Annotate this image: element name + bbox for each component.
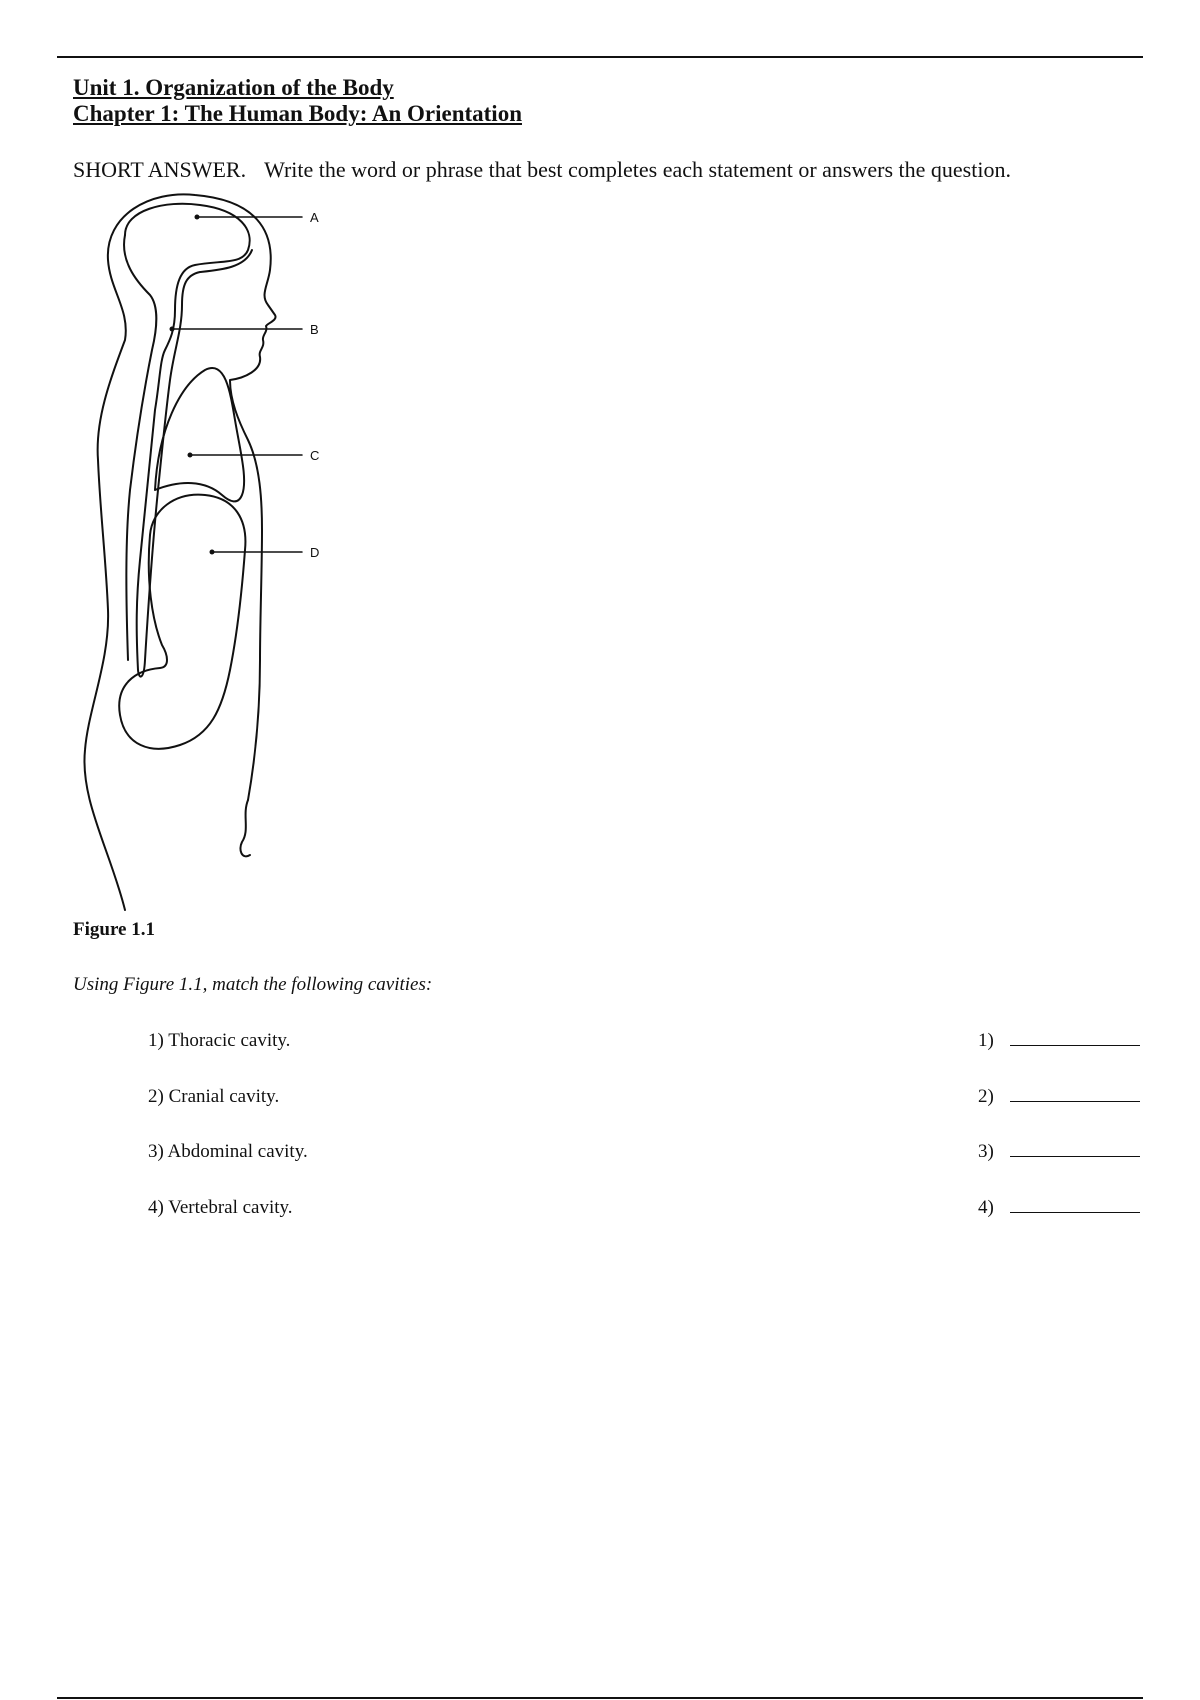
instructions-text: Write the word or phrase that best completes each statement or answers the question. (264, 157, 1011, 182)
answer-line-4[interactable] (978, 1197, 1140, 1219)
abdominal-cavity (119, 495, 245, 749)
figure-label-a: A (310, 210, 319, 225)
answer-number-3: 3) (978, 1141, 994, 1162)
top-rule (57, 56, 1143, 58)
bottom-rule (57, 1697, 1143, 1699)
answer-blank-1[interactable] (1010, 1045, 1140, 1046)
question-2: 2) Cranial cavity. (148, 1086, 280, 1107)
answer-number-2: 2) (978, 1086, 994, 1107)
figure-label-c: C (310, 448, 320, 463)
instructions (73, 157, 1011, 183)
question-3: 3) Abdominal cavity. (148, 1141, 308, 1162)
unit-title: Unit 1. Organization of the Body (73, 75, 394, 100)
answer-blank-3[interactable] (1010, 1156, 1140, 1157)
answer-number-4: 4) (978, 1197, 994, 1218)
answer-line-3[interactable] (978, 1141, 1140, 1163)
figure-label-b: B (310, 322, 319, 337)
instructions-label: SHORT ANSWER. (73, 157, 247, 182)
question-4: 4) Vertebral cavity. (148, 1197, 293, 1218)
answer-blank-4[interactable] (1010, 1212, 1140, 1213)
answer-blank-2[interactable] (1010, 1101, 1140, 1102)
chapter-title: Chapter 1: The Human Body: An Orientation (73, 101, 522, 126)
question-1: 1) Thoracic cavity. (148, 1030, 291, 1051)
answer-line-2[interactable] (978, 1086, 1140, 1108)
answer-number-1: 1) (978, 1030, 994, 1051)
answer-line-1[interactable] (978, 1030, 1140, 1052)
body-cavities-figure (70, 190, 370, 920)
question-prompt: Using Figure 1.1, match the following cavities: (73, 974, 433, 995)
figure-label-d: D (310, 545, 320, 560)
buttock-detail (240, 800, 250, 856)
figure-caption: Figure 1.1 (73, 919, 155, 940)
cranial-cavity (125, 204, 252, 677)
